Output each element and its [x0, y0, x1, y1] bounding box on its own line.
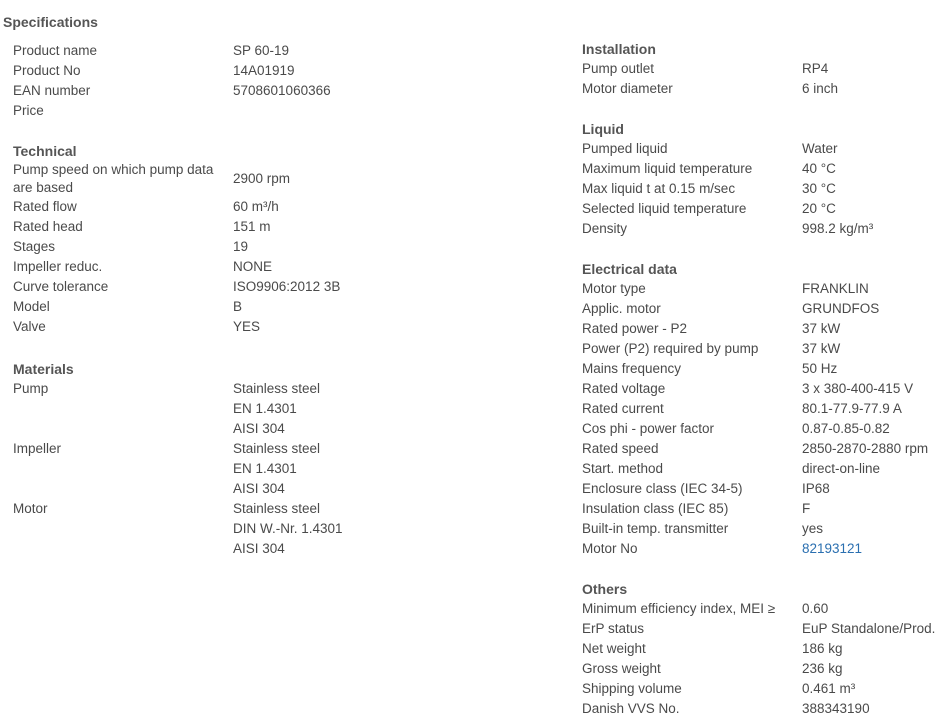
spec-row	[13, 459, 443, 479]
spec-row	[13, 257, 443, 277]
spec-label: Stages	[13, 239, 56, 254]
spec-label: ErP status	[582, 621, 645, 636]
spec-label: Motor No	[582, 541, 638, 556]
spec-value: 14A01919	[233, 63, 295, 78]
spec-row	[13, 297, 443, 317]
spec-row	[582, 319, 948, 339]
spec-value: EN 1.4301	[233, 401, 297, 416]
spec-row	[582, 419, 948, 439]
spec-value: 50 Hz	[802, 361, 838, 376]
spec-row	[13, 539, 443, 559]
spec-value: RP4	[802, 61, 829, 76]
spec-label: Pump	[13, 381, 49, 396]
spec-value: EN 1.4301	[233, 461, 297, 476]
spec-value: direct-on-line	[802, 461, 881, 476]
spec-value: 20 °C	[802, 201, 836, 216]
spec-label: Motor type	[582, 281, 646, 296]
spec-row	[582, 59, 948, 79]
spec-row	[13, 499, 443, 519]
spec-value: 3 x 380-400-415 V	[802, 381, 914, 396]
spec-value: NONE	[233, 259, 273, 274]
spec-value: Stainless steel	[233, 381, 321, 396]
spec-value: 236 kg	[802, 661, 843, 676]
technical-section	[13, 141, 443, 337]
section-title: Materials	[13, 361, 74, 377]
spec-label: Model	[13, 299, 50, 314]
spec-value: FRANKLIN	[802, 281, 869, 296]
spec-row	[582, 679, 948, 699]
spec-label: Rated flow	[13, 199, 77, 214]
spec-row	[13, 197, 443, 217]
spec-value: SP 60-19	[233, 43, 290, 58]
spec-label: Rated head	[13, 219, 83, 234]
spec-value: YES	[233, 319, 261, 334]
spec-row	[13, 237, 443, 257]
spec-value: GRUNDFOS	[802, 301, 880, 316]
spec-value: AISI 304	[233, 481, 285, 496]
spec-value	[233, 101, 443, 121]
spec-value: B	[233, 299, 243, 314]
spec-value: 80.1-77.9-77.9 A	[802, 401, 902, 416]
spec-label: Insulation class (IEC 85)	[582, 501, 729, 516]
page-title: Specifications	[3, 14, 98, 30]
spec-value: 60 m³/h	[233, 199, 279, 214]
spec-row	[582, 379, 948, 399]
spec-label	[13, 519, 233, 539]
installation-section	[582, 39, 948, 99]
spec-label: Selected liquid temperature	[582, 201, 747, 216]
spec-value: 2900 rpm	[233, 171, 291, 186]
spec-label: Motor diameter	[582, 81, 673, 96]
spec-value: 37 kW	[802, 341, 841, 356]
spec-row	[13, 161, 443, 197]
spec-value: 0.461 m³	[802, 681, 856, 696]
spec-label: Maximum liquid temperature	[582, 161, 753, 176]
general-section	[13, 41, 443, 121]
spec-row	[13, 41, 443, 61]
spec-row	[13, 479, 443, 499]
spec-label: Cos phi - power factor	[582, 421, 715, 436]
spec-row	[582, 359, 948, 379]
spec-row	[582, 279, 948, 299]
spec-value: 0.60	[802, 601, 829, 616]
spec-value: DIN W.-Nr. 1.4301	[233, 521, 343, 536]
spec-value: 0.87-0.85-0.82	[802, 421, 890, 436]
spec-label: Minimum efficiency index, MEI ≥	[582, 601, 776, 616]
spec-value: 30 °C	[802, 181, 836, 196]
spec-row	[13, 81, 443, 101]
spec-label: Mains frequency	[582, 361, 682, 376]
spec-label: Rated voltage	[582, 381, 666, 396]
spec-row	[582, 339, 948, 359]
spec-value: 6 inch	[802, 81, 839, 96]
spec-value: AISI 304	[233, 541, 285, 556]
spec-value: 19	[233, 239, 249, 254]
spec-value: 40 °C	[802, 161, 836, 176]
spec-label: Built-in temp. transmitter	[582, 521, 729, 536]
spec-label: Gross weight	[582, 661, 661, 676]
spec-row	[582, 599, 948, 619]
spec-row	[582, 499, 948, 519]
others-section	[582, 579, 948, 719]
spec-label: Curve tolerance	[13, 279, 109, 294]
spec-label	[13, 539, 233, 559]
spec-value: 186 kg	[802, 641, 843, 656]
spec-row	[582, 459, 948, 479]
spec-label: Pump outlet	[582, 61, 655, 76]
spec-value: yes	[802, 521, 824, 536]
spec-label	[13, 479, 233, 499]
spec-label: Pump speed on which pump data are based	[13, 162, 214, 195]
spec-label: Start. method	[582, 461, 664, 476]
spec-value: 151 m	[233, 219, 271, 234]
spec-label: Power (P2) required by pump	[582, 341, 759, 356]
spec-row	[582, 179, 948, 199]
spec-label: Impeller	[13, 441, 62, 456]
spec-row	[13, 519, 443, 539]
spec-value: 5708601060366	[233, 83, 331, 98]
spec-row	[13, 277, 443, 297]
spec-label: Shipping volume	[582, 681, 682, 696]
spec-row	[582, 639, 948, 659]
section-title: Installation	[582, 41, 656, 57]
spec-row	[582, 299, 948, 319]
section-title: Technical	[13, 143, 77, 159]
spec-label: Impeller reduc.	[13, 259, 103, 274]
spec-row	[582, 699, 948, 719]
spec-value: 37 kW	[802, 321, 841, 336]
spec-label: Net weight	[582, 641, 646, 656]
spec-value: IP68	[802, 481, 830, 496]
spec-row	[13, 61, 443, 81]
spec-row	[582, 79, 948, 99]
spec-row	[582, 139, 948, 159]
spec-label: Price	[13, 103, 44, 118]
section-title: Electrical data	[582, 261, 677, 277]
spec-label: Density	[582, 221, 628, 236]
spec-value: EuP Standalone/Prod.	[802, 621, 936, 636]
spec-row	[13, 399, 443, 419]
spec-value: AISI 304	[233, 421, 285, 436]
spec-label: Max liquid t at 0.15 m/sec	[582, 181, 736, 196]
spec-row	[13, 317, 443, 337]
spec-label: Danish VVS No.	[582, 701, 680, 716]
section-title: Liquid	[582, 121, 624, 137]
spec-label	[13, 459, 233, 479]
spec-row	[582, 219, 948, 239]
spec-value: 388343190	[802, 701, 870, 716]
spec-label: Rated power - P2	[582, 321, 688, 336]
spec-label: Product name	[13, 43, 98, 58]
spec-label: Enclosure class (IEC 34-5)	[582, 481, 743, 496]
spec-row	[582, 159, 948, 179]
spec-label: Valve	[13, 319, 46, 334]
spec-row	[582, 199, 948, 219]
liquid-section	[582, 119, 948, 239]
spec-row	[582, 539, 948, 559]
spec-label: EAN number	[13, 83, 91, 98]
section-title: Others	[582, 581, 628, 597]
spec-row	[582, 659, 948, 679]
spec-label: Product No	[13, 63, 81, 78]
spec-value: 998.2 kg/m³	[802, 221, 874, 236]
spec-label: Applic. motor	[582, 301, 661, 316]
spec-value: Water	[802, 141, 838, 156]
spec-label: Rated current	[582, 401, 664, 416]
spec-value: F	[802, 501, 811, 516]
spec-row	[13, 101, 443, 121]
spec-label: Rated speed	[582, 441, 659, 456]
spec-row	[13, 439, 443, 459]
spec-row	[13, 419, 443, 439]
spec-row	[582, 399, 948, 419]
spec-row	[582, 479, 948, 499]
spec-row	[582, 619, 948, 639]
spec-label	[13, 419, 233, 439]
spec-label: Pumped liquid	[582, 141, 668, 156]
spec-label	[13, 399, 233, 419]
materials-section	[13, 359, 443, 559]
spec-value: Stainless steel	[233, 441, 321, 456]
spec-row	[13, 217, 443, 237]
spec-row	[13, 379, 443, 399]
spec-value: Stainless steel	[233, 501, 321, 516]
spec-row	[582, 439, 948, 459]
spec-row	[582, 519, 948, 539]
spec-value: 2850-2870-2880 rpm	[802, 441, 929, 456]
electrical-section	[582, 259, 948, 559]
spec-label: Motor	[13, 501, 48, 516]
motor-no-link[interactable]: 82193121	[802, 541, 863, 556]
spec-value: ISO9906:2012 3B	[233, 279, 341, 294]
